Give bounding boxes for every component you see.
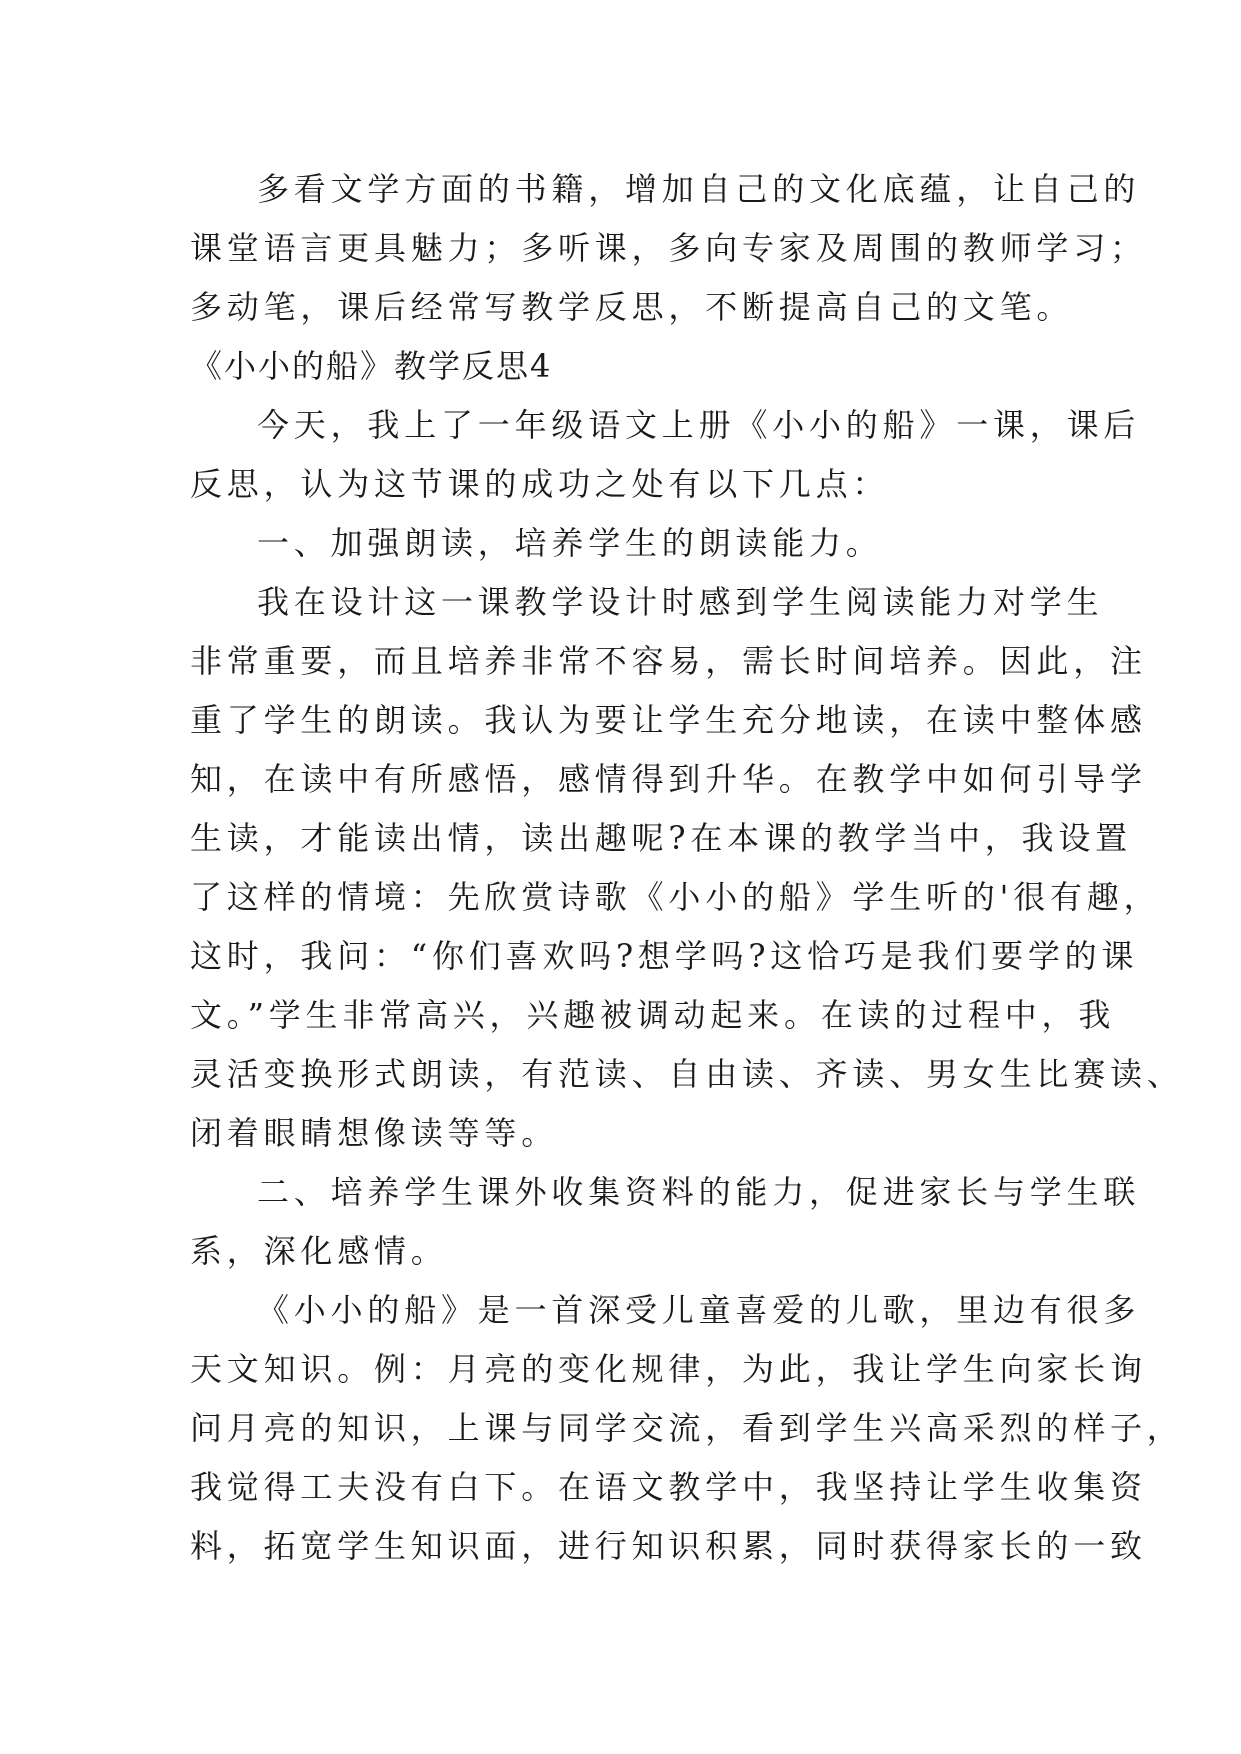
- paragraph-line: 问月亮的知识，上课与同学交流，看到学生兴高采烈的样子，: [190, 1409, 1184, 1447]
- paragraph-line: 生读，才能读出情，读出趣呢?在本课的教学当中，我设置: [190, 819, 1132, 857]
- paragraph-line: 灵活变换形式朗读，有范读、自由读、齐读、男女生比赛读、: [190, 1055, 1184, 1093]
- paragraph-line: 料，拓宽学生知识面，进行知识积累，同时获得家长的一致: [190, 1527, 1147, 1565]
- paragraph-line: 《小小的船》是一首深受儿童喜爱的儿歌，里边有很多: [257, 1291, 1141, 1329]
- paragraph-line: 非常重要，而且培养非常不容易，需长时间培养。因此，注: [190, 642, 1147, 680]
- paragraph-line: 多动笔，课后经常写教学反思，不断提高自己的文笔。: [190, 288, 1074, 326]
- paragraph-line: 课堂语言更具魅力；多听课，多向专家及周围的教师学习；: [190, 229, 1147, 267]
- paragraph-line: 反思，认为这节课的成功之处有以下几点：: [190, 465, 890, 503]
- paragraph-line: 今天，我上了一年级语文上册《小小的船》一课，课后: [257, 406, 1141, 444]
- paragraph-line: 这时，我问：“你们喜欢吗?想学吗?这恰巧是我们要学的课: [190, 937, 1139, 975]
- paragraph-line: 文。”学生非常高兴，兴趣被调动起来。在读的过程中，我: [190, 996, 1116, 1034]
- paragraph-line: 系，深化感情。: [190, 1232, 448, 1270]
- paragraph-line: 我觉得工夫没有白下。在语文教学中，我坚持让学生收集资: [190, 1468, 1147, 1506]
- paragraph-line: 我在设计这一课教学设计时感到学生阅读能力对学生: [257, 583, 1104, 621]
- paragraph-line: 知，在读中有所感悟，感情得到升华。在教学中如何引导学: [190, 760, 1147, 798]
- paragraph-line: 天文知识。例：月亮的变化规律，为此，我让学生向家长询: [190, 1350, 1147, 1388]
- subheading-line: 二、培养学生课外收集资料的能力，促进家长与学生联: [257, 1173, 1141, 1211]
- section-heading: 《小小的船》教学反思4: [190, 347, 553, 385]
- paragraph-line: 了这样的情境：先欣赏诗歌《小小的船》学生听的'很有趣，: [190, 878, 1161, 916]
- paragraph-line: 多看文学方面的书籍，增加自己的文化底蕴，让自己的: [257, 170, 1141, 208]
- paragraph-line: 重了学生的朗读。我认为要让学生充分地读，在读中整体感: [190, 701, 1147, 739]
- document-body: [190, 160, 1184, 1576]
- subheading-line: 一、加强朗读，培养学生的朗读能力。: [257, 524, 883, 562]
- paragraph-line: 闭着眼睛想像读等等。: [190, 1114, 559, 1152]
